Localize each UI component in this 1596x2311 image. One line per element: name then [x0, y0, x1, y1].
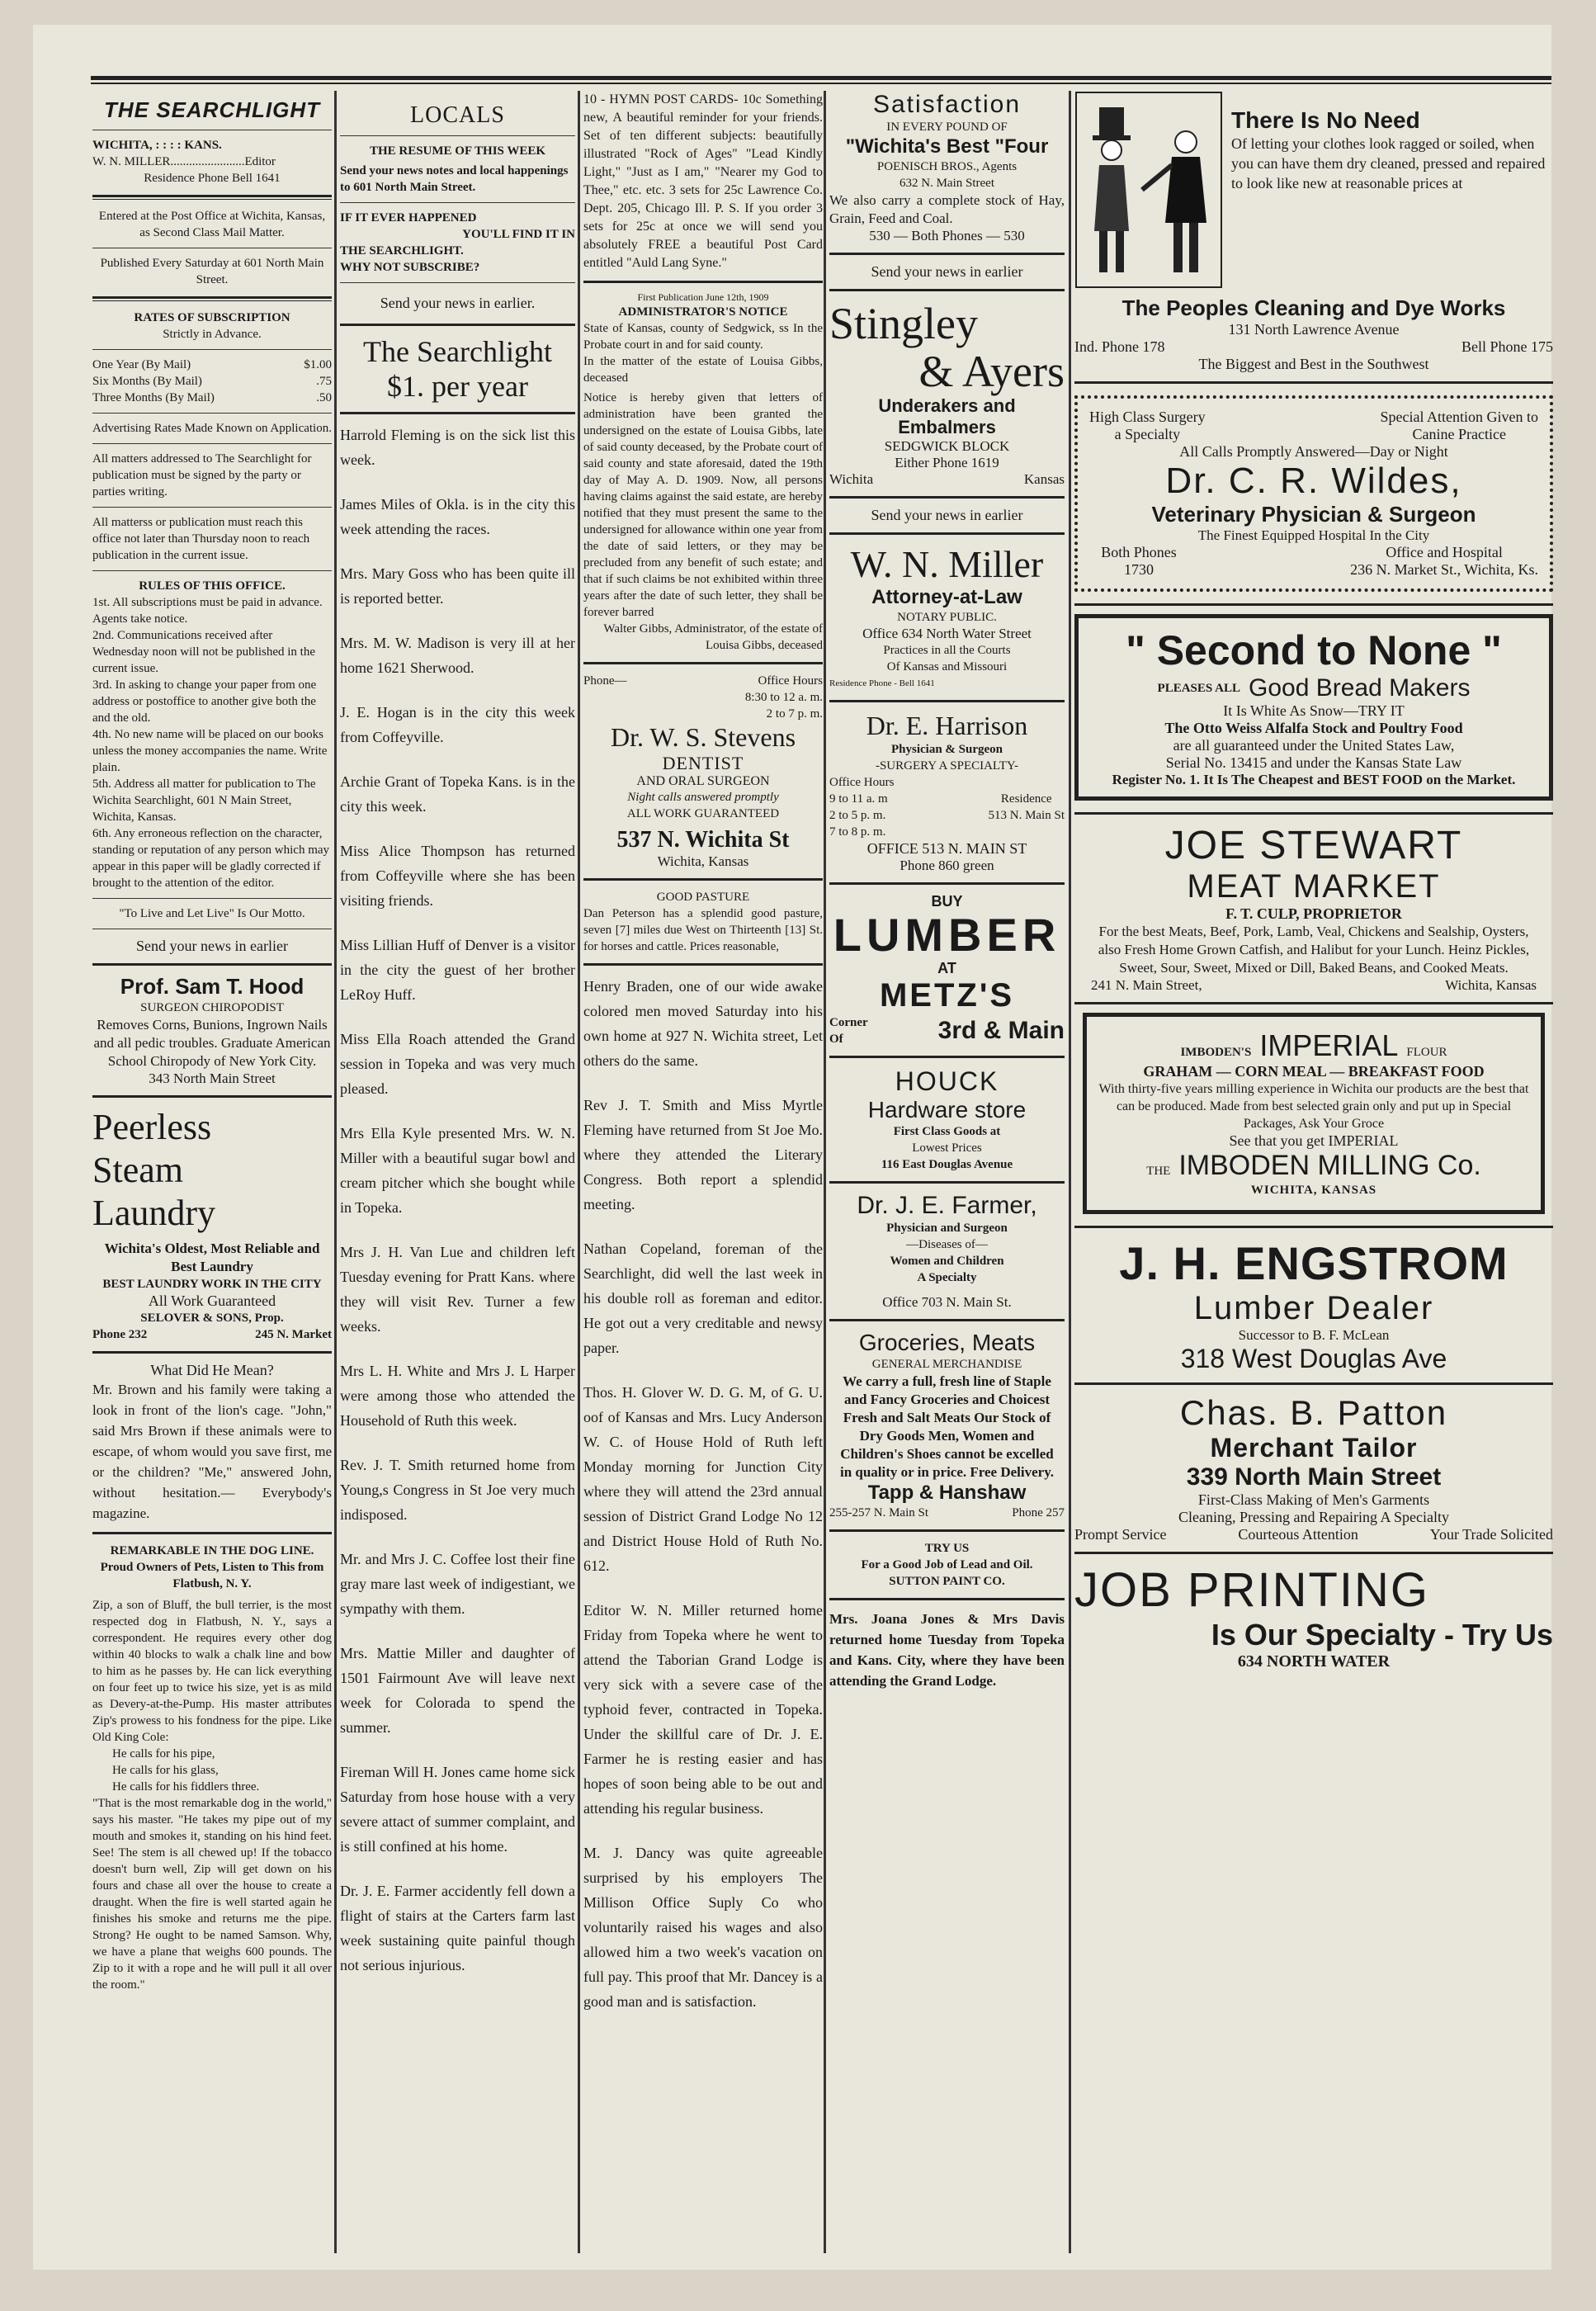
first-publication: First Publication June 12th, 1909 — [637, 291, 769, 303]
dog-verse-line: He calls for his pipe, — [112, 1747, 215, 1760]
masthead-residence: Residence Phone Bell 1641 — [144, 172, 281, 185]
std-register: Register No. 1. It Is The Cheapest and BEST FOOD on the Market. — [1112, 772, 1516, 787]
cleaning-text: Of letting your clothes look ragged or soiled, when you can have them dry cleaned, pressed and repaired to look like new at reasonable prices at — [1231, 135, 1546, 191]
farmer-women: Women and Children — [890, 1255, 1004, 1268]
imb-the: THE — [1146, 1165, 1171, 1178]
stingley-block: SEDGWICK BLOCK — [884, 438, 1010, 454]
top-rule — [91, 76, 1551, 80]
hood-name: Prof. Sam T. Hood — [120, 974, 305, 999]
joe-stewart-prop: F. T. CULP, PROPRIETOR — [1225, 905, 1402, 922]
farmer-specialty: A Specialty — [917, 1271, 977, 1284]
news-item: Rev J. T. Smith and Miss Myrtle Fleming have returned from St Joe Mo. where they attended the Literary Congress. Both report a splendid meeting. — [583, 1097, 823, 1212]
masthead-title: THE SEARCHLIGHT — [104, 97, 320, 122]
rule-item: 1st. All subscriptions must be paid in advance. Agents take notice. — [92, 596, 323, 626]
patton-address: 339 North Main Street — [1186, 1463, 1442, 1491]
stingley-city: Wichita Kansas — [829, 471, 1065, 487]
sutton-job: For a Good Job of Lead and Oil. — [861, 1558, 1033, 1571]
local-item: J. E. Hogan is in the city this week from Coffeyville. — [340, 704, 575, 745]
column-3 — [583, 91, 823, 2014]
column-divider-2 — [578, 91, 580, 2253]
pasture-title: GOOD PASTURE — [656, 891, 750, 904]
news-item: M. J. Dancy was quite agreeable surprised by his employers The Millison Office Suply Co who voluntarily raised his wages and also allowed him a two week's vacation on full pay. This proof that Mr. Dancey is a good man and is satisfaction. — [583, 1845, 823, 2010]
vet-calls: All Calls Promptly Answered—Day or Night — [1179, 443, 1448, 460]
stingley-undertakers: Underakers and Embalmers — [878, 395, 1016, 437]
resume-title: THE RESUME OF THIS WEEK — [369, 144, 546, 158]
imb-text: With thirty-five years milling experience in Wichita our products are the best that can be produced. Made from best selected grain only and put up in Special Packages, Ask Your Groce — [1098, 1082, 1529, 1131]
news-item: Editor W. N. Miller returned home Friday from Topeka where he went to attend the Taborian Grand Lodge is very sick with a severe case of the typhoid fever, contracted in Topeka. Under the skillful care of Dr. J. E. Farmer he is resting easier and has hopes of soon being able to be out and attending his regular business. — [583, 1602, 823, 1817]
dentist-city: Wichita, Kansas — [657, 853, 749, 869]
stingley-title-1: Stingley — [829, 299, 979, 348]
local-item: Mrs. Mattie Miller and daughter of 1501 Fairmount Ave will leave next week for Colorada to spend the summer. — [340, 1645, 575, 1736]
dentist-header: Phone— Office Hours 8:30 to 12 a. m. 2 to 7 p. m. — [583, 674, 823, 721]
local-item: Miss Lillian Huff of Denver is a visitor in the city the guest of her brother LeRoy Huff. — [340, 937, 575, 1003]
rates-sub: Strictly in Advance. — [163, 328, 262, 341]
farmer-name: Dr. J. E. Farmer, — [857, 1192, 1037, 1219]
joe-stewart-address: 241 N. Main Street, Wichita, Kansas — [1091, 977, 1537, 993]
laundry-guarantee: All Work Guaranteed — [148, 1293, 276, 1309]
masthead-city: WICHITA, : : : : KANS. — [92, 139, 222, 152]
farmer-diseases: —Diseases of— — [906, 1238, 988, 1251]
cleaning-biggest: The Biggest and Best in the Southwest — [1198, 356, 1429, 372]
hood-address: 343 North Main Street — [149, 1070, 276, 1086]
local-item: Archie Grant of Topeka Kans. is in the city this week. — [340, 773, 575, 815]
news-item: Thos. H. Glover W. D. G. M, of G. U. oof of Kansas and Mrs. Lucy Anderson W. C. of House Hold of Ruth left Monday morning for Junction City where they will attend the 23rd annual session of District Grand Lodge No 12 and District House Hold of Ruth No. 612. — [583, 1384, 823, 1574]
std-white: It Is White As Snow—TRY IT — [1223, 702, 1405, 719]
subscription-ad-title: The Searchlight — [363, 335, 552, 368]
miller-title: Attorney-at-Law — [871, 586, 1022, 608]
job-printing-address: 634 NORTH WATER — [1237, 1652, 1391, 1671]
local-item: Rev. J. T. Smith returned home from Young,s Congress in St Joe very much indisposed. — [340, 1457, 575, 1523]
uncle-sam-illustration — [1074, 91, 1223, 289]
dentist-title: DENTIST — [662, 753, 744, 773]
harrison-phone: Phone 860 green — [900, 858, 994, 873]
cleaning-phones: Ind. Phone 178 Bell Phone 175 — [1074, 338, 1553, 355]
rules-title: RULES OF THIS OFFICE. — [139, 579, 286, 593]
dentist-name: Dr. W. S. Stevens — [610, 722, 796, 752]
news-item: Nathan Copeland, foreman of the Searchlight, did well the last week in his double roll as foreman and editor. He got out a very creditable and newsy paper. — [583, 1241, 823, 1356]
matterss-note: All matterss or publication must reach this office not later than Thursday noon to reach publication in the current issue. — [92, 516, 310, 562]
patton-cleaning: Cleaning, Pressing and Repairing A Specialty — [1178, 1509, 1449, 1525]
admin-notice-signature: Walter Gibbs, Administrator, of the estate of Louisa Gibbs, deceased — [603, 622, 823, 652]
local-item: Dr. J. E. Farmer accidently fell down a flight of stairs at the Carters farm last week sustaining quite painful though not serious injurious. — [340, 1883, 575, 1973]
if-happened: IF IT EVER HAPPENED — [340, 211, 477, 224]
local-item: Mr. and Mrs J. C. Coffee lost their fine gray mare last week of indigestiant, we sympathy with them. — [340, 1551, 575, 1617]
pasture-text: Dan Peterson has a splendid good pasture, seven [7] miles due West on Thirteenth [13] St. for horses and cattle. Prices reasonable, — [583, 907, 823, 953]
the-searchlight-line: THE SEARCHLIGHT. — [340, 244, 464, 258]
patton-services: Prompt Service Courteous Attention Your Trade Solicited — [1074, 1526, 1553, 1543]
second-to-none-ad — [1074, 614, 1553, 801]
rule-item: 4th. No new name will be placed on our books unless the money accompanies the name. Write plain. — [92, 728, 328, 774]
local-item: James Miles of Okla. is in the city this week attending the races. — [340, 496, 575, 537]
admin-notice-2: In the matter of the estate of Louisa Gibbs, deceased — [583, 355, 823, 385]
local-item: Mrs. Mary Goss who has been quite ill is reported better. — [340, 565, 575, 607]
cleaning-ad — [1074, 91, 1553, 289]
local-item: Miss Alice Thompson has returned from Coffeyville where she has been visiting friends. — [340, 843, 575, 909]
send-news-note: Send your news in earlier. — [380, 295, 536, 311]
engstrom-dealer: Lumber Dealer — [1193, 1290, 1434, 1326]
imb-imperial: IMPERIAL — [1259, 1028, 1399, 1062]
tapp-contact: 255-257 N. Main St Phone 257 — [829, 1506, 1065, 1519]
column-1 — [92, 91, 332, 1993]
send-news-note: Send your news in earlier — [136, 938, 288, 954]
lumber-at: AT — [937, 960, 956, 976]
newspaper-page — [33, 25, 1551, 2270]
groceries-text: We carry a full, fresh line of Staple and Fancy Groceries and Choicest Fresh and Salt Meats Our Stock of Dry Goods Men, Women and Children's Shoes cannot be excelled in quality or in price. Free Delivery. — [839, 1373, 1055, 1480]
satisfaction-agents: POENISCH BROS., Agents — [876, 160, 1018, 173]
rule-item: 5th. Address all matter for publication to The Wichita Searchlight, 601 N Main Street, Wichita, Kansas. — [92, 777, 316, 824]
column-divider-3 — [824, 91, 826, 2253]
imb-flour: FLOUR — [1406, 1046, 1447, 1059]
admin-notice-3: Notice is hereby given that letters of administration have been granted the undersigned on the estate of Louisa Gibbs, late of said county deceased, by the Probate court of said county and state aforesaid, dated the 19th day of May A. D. 1909. Now, all persons having claims against the said estate, are hereby notified that they must present the same to the undersigned for allowance within one year from the date of said letters, or they may be precluded from any benefit of such estate; and that if such claims be not exhibited within three years after the date of such letter, they shall be forever barred — [583, 391, 823, 619]
cleaning-headline: There Is No Need — [1231, 107, 1420, 133]
joe-stewart-text: For the best Meats, Beef, Pork, Lamb, Veal, Chickens and Sealship, Oysters, also Fresh Home Grown Catfish, and Halibut for your Lunch. Heinz Pickles, Sweet, Sour, Sweet, Mixed or Dill, Baked Beans, and Cooked Meats. — [1098, 924, 1530, 976]
engstrom-address: 318 West Douglas Ave — [1180, 1344, 1447, 1373]
std-otto: The Otto Weiss Alfalfa Stock and Poultry Food — [1164, 720, 1463, 736]
imb-graham: GRAHAM — CORN MEAL — BREAKFAST FOOD — [1143, 1063, 1485, 1080]
laundry-title-2: Steam — [92, 1150, 183, 1190]
hymn-cards-ad: 10 - HYMN POST CARDS- 10c Something new, A beautiful reminder for your friends. Set of ten different subjects: beautifully illustrated "Rock of Ages" "Lead Kindly Light," "Just as I am," "Nearer my God to Thee," etc. etc. 3 sets for 25c Lawrence Co. Dept. 205, Chicago Ill. P. S. If you order 3 sets for 25c at once we will send you absolutely FREE a beautiful Post Card entitled "Auld Lang Syne." — [583, 92, 823, 270]
jones-davis-item: Mrs. Joana Jones & Mrs Davis returned home Tuesday from Topeka and Kans. City, where they have been attending the Grand Lodge. — [829, 1611, 1065, 1689]
mean-title: What Did He Mean? — [150, 1362, 274, 1378]
veterinary-ad: High Class Surgery a Specialty Special Attention Given to Canine Practice All Calls Promptly Answered—Day or Night Dr. C. R. Wildes, Veterinary Physician & Surgeon The Finest Equipped Hospital In the City Both Phones 1730 Office and Hospital 236 N. Market St., Wichita, Ks. — [1074, 395, 1553, 592]
laundry-contact: Phone 232 245 N. Market — [92, 1328, 332, 1341]
hood-text: Removes Corns, Bunions, Ingrown Nails and all pedic troubles. Graduate American School Chiropody of New York City. — [93, 1017, 331, 1069]
local-item: Mrs. M. W. Madison is very ill at her home 1621 Sherwood. — [340, 635, 575, 676]
satisfaction-brand: "Wichita's Best "Four — [845, 135, 1049, 158]
rate-row: One Year (By Mail) $1.00 — [92, 358, 332, 371]
rule-item: 3rd. In asking to change your paper from one address or postoffice to another give both the and the old. — [92, 678, 317, 725]
admin-notice-title: ADMINISTRATOR'S NOTICE — [618, 305, 788, 319]
satisfaction-text: We also carry a complete stock of Hay, Grain, Feed and Coal. — [829, 192, 1065, 226]
engstrom-name: J. H. ENGSTROM — [1119, 1237, 1509, 1289]
cleaning-address: 131 North Lawrence Avenue — [1228, 321, 1400, 338]
groceries-title: Groceries, Meats — [858, 1330, 1036, 1355]
patton-name: Chas. B. Patton — [1179, 1393, 1448, 1432]
column-2 — [340, 91, 575, 1978]
why-not-subscribe: WHY NOT SUBSCRIBE? — [340, 261, 480, 274]
harrison-title: Physician & Surgeon — [890, 743, 1003, 756]
satisfaction-address: 632 N. Main Street — [900, 177, 994, 190]
satisfaction-phones: 530 — Both Phones — 530 — [869, 228, 1025, 243]
engstrom-successor: Successor to B. F. McLean — [1238, 1327, 1390, 1343]
cleaning-name: The Peoples Cleaning and Dye Works — [1121, 295, 1506, 320]
std-good: Good Bread Makers — [1249, 674, 1471, 702]
sutton-name: SUTTON PAINT CO. — [889, 1575, 1005, 1588]
tapp-name: Tapp & Hanshaw — [867, 1482, 1027, 1504]
dentist-oral: AND ORAL SURGEON — [636, 774, 770, 788]
local-item: Mrs J. H. Van Lue and children left Tuesday evening for Pratt Kans. where they will visit Rev. Turner a few weeks. — [340, 1244, 575, 1335]
groceries-general: GENERAL MERCHANDISE — [871, 1358, 1022, 1371]
satisfaction-title: Satisfaction — [872, 91, 1022, 118]
dog-verse-line: He calls for his glass, — [112, 1764, 219, 1777]
motto: "To Live and Let Live" Is Our Motto. — [119, 907, 305, 920]
rule-item: 6th. Any erroneous reflection on the character, standing or reputation of any person which may appear in this paper will be gladly corrected if brought to the attention of the editor. — [92, 827, 330, 890]
masthead-entered: Entered at the Post Office at Wichita, Kansas, as Second Class Mail Matter. — [98, 210, 326, 239]
miller-notary: NOTARY PUBLIC. — [897, 611, 997, 624]
metz-name: METZ'S — [879, 977, 1015, 1014]
miller-states: Of Kansas and Missouri — [886, 660, 1008, 673]
rate-row: Six Months (By Mail) .75 — [92, 375, 332, 388]
imboden-ad — [1083, 1013, 1545, 1214]
metz-location: Corner Of 3rd & Main — [829, 1016, 1065, 1046]
vet-name: Dr. C. R. Wildes, — [1165, 461, 1462, 501]
joe-stewart-meat: MEAT MARKET — [1187, 868, 1441, 905]
laundry-best: BEST LAUNDRY WORK IN THE CITY — [102, 1278, 322, 1291]
local-item: Harrold Fleming is on the sick list this week. — [340, 427, 575, 468]
rule-item: 2nd. Communications received after Wednesday noon will not be published in the current issue. — [92, 629, 315, 675]
job-printing-title: JOB PRINTING — [1074, 1563, 1430, 1617]
send-news-note: Send your news in earlier — [871, 507, 1023, 523]
harrison-office: OFFICE 513 N. MAIN ST — [866, 840, 1027, 857]
miller-residence: Residence Phone - Bell 1641 — [829, 678, 935, 688]
houck-first-class: First Class Goods at — [893, 1125, 1001, 1138]
patton-title: Merchant Tailor — [1210, 1433, 1418, 1463]
dentist-guarantee: ALL WORK GUARANTEED — [626, 807, 780, 820]
imb-city: WICHITA, KANSAS — [1250, 1184, 1377, 1197]
masthead-editor: W. N. MILLER........................Editor — [92, 155, 276, 168]
local-item: Mrs L. H. White and Mrs J. L Harper were among those who attended the Household of Ruth this week. — [340, 1363, 575, 1429]
dog-title: REMARKABLE IN THE DOG LINE. — [110, 1544, 314, 1557]
hood-title: SURGEON CHIROPODIST — [140, 1001, 284, 1014]
miller-name: W. N. Miller — [850, 543, 1044, 585]
dog-subtitle: Proud Owners of Pets, Listen to This from Flatbush, N. Y. — [100, 1561, 324, 1590]
top-rule-thin — [91, 83, 1551, 84]
patton-first: First-Class Making of Men's Garments — [1197, 1491, 1430, 1508]
local-item: Miss Ella Roach attended the Grand session in Topeka and was very much pleased. — [340, 1031, 575, 1097]
vet-title: Veterinary Physician & Surgeon — [1151, 502, 1476, 527]
farmer-office: Office 703 N. Main St. — [882, 1294, 1012, 1310]
rate-row: Three Months (By Mail) .50 — [92, 391, 332, 404]
sutton-try-us: TRY US — [924, 1542, 970, 1555]
miller-office: Office 634 North Water Street — [862, 626, 1032, 641]
lumber-title: LUMBER — [833, 909, 1061, 961]
imb-pre: IMBODEN'S — [1180, 1046, 1252, 1059]
send-notes: Send your news notes and local happenings to 601 North Main Street. — [340, 164, 569, 194]
houck-hardware: Hardware store — [867, 1097, 1027, 1122]
std-pleases: PLEASES ALL — [1157, 681, 1240, 695]
harrison-specialty: -SURGERY A SPECIALTY- — [875, 759, 1019, 773]
youll-find: YOU'LL FIND IT IN — [462, 228, 575, 241]
std-title: " Second to None " — [1126, 627, 1502, 673]
harrison-name: Dr. E. Harrison — [866, 711, 1028, 740]
farmer-title: Physician and Surgeon — [886, 1222, 1008, 1235]
stingley-title-2: & Ayers — [918, 347, 1065, 396]
job-printing-specialty: Is Our Specialty - Try Us — [1211, 1618, 1553, 1652]
lumber-buy: BUY — [931, 893, 963, 910]
dentist-address: 537 N. Wichita St — [616, 827, 790, 853]
houck-lowest: Lowest Prices — [912, 1141, 982, 1155]
dog-verse-line: He calls for his fiddlers three. — [112, 1780, 260, 1794]
advertising-note: Advertising Rates Made Known on Application. — [92, 422, 332, 435]
local-item: Mrs Ella Kyle presented Mrs. W. N. Miller with a beautiful sugar bowl and cream pitcher which she bought while in Topeka. — [340, 1125, 575, 1216]
column-divider-1 — [334, 91, 337, 2253]
dentist-night: Night calls answered promptly — [627, 791, 779, 804]
column-4 — [829, 91, 1065, 1691]
stingley-phone: Either Phone 1619 — [895, 455, 999, 470]
laundry-tagline: Wichita's Oldest, Most Reliable and Best Laundry — [104, 1241, 320, 1274]
send-news-note: Send your news in earlier — [871, 263, 1023, 280]
laundry-title-1: Peerless — [92, 1107, 212, 1147]
imb-co: IMBODEN MILLING Co. — [1178, 1150, 1481, 1181]
harrison-hours: Office Hours 9 to 11 a. m 2 to 5 p. m. 7 to 8 p. m. Residence 513 N. Main St — [829, 776, 1065, 839]
satisfaction-every: IN EVERY POUND OF — [886, 121, 1008, 134]
houck-name: HOUCK — [895, 1066, 999, 1096]
admin-notice-1: State of Kansas, county of Sedgwick, ss In the Probate court in and for said county. — [583, 322, 823, 352]
matters-note: All matters addressed to The Searchlight for publication must be signed by the party or parties writing. — [92, 452, 312, 499]
std-serial: Serial No. 13415 and under the Kansas State Law — [1165, 754, 1462, 771]
miller-practices: Practices in all the Courts — [883, 644, 1011, 657]
std-guaranteed: are all guaranteed under the United States Law, — [1173, 737, 1455, 754]
rates-title: RATES OF SUBSCRIPTION — [134, 311, 290, 324]
locals-title: LOCALS — [410, 102, 505, 128]
news-item: Henry Braden, one of our wide awake colored men moved Saturday into his own home at 927 N. Wichita street, Let others do the same. — [583, 978, 823, 1069]
dog-text-2: "That is the most remarkable dog in the world," says his master. "He takes my pipe out of my mouth and smokes it, standing on his hind feet. See! The stem is all chewed up! If the tobacco doesn't burn well, Zip will get down on his fours and chase all over the house to create a draught. When the fire is well started again he finishes his smoke and returns me the pipe. Strong? He ought to be named Samson. Why, we have a plane that weighs 600 pounds. The Zip to it with a rope and he will pull it all over the room." — [92, 1797, 332, 1992]
subscription-ad-price: $1. per year — [387, 370, 528, 403]
vet-finest: The Finest Equipped Hospital In the City — [1197, 527, 1430, 543]
joe-stewart-name: JOE STEWART — [1164, 824, 1463, 867]
laundry-prop: SELOVER & SONS, Prop. — [140, 1311, 284, 1325]
mean-text: Mr. Brown and his family were taking a look in front of the lion's cage. "John," said Mrs Brown if these animals were to escape, of whom would you save first, me or the children? "Me," answered John, without hesitation.— Everybody's magazine. — [92, 1382, 332, 1521]
column-5 — [1074, 91, 1553, 1671]
local-item: Fireman Will H. Jones came home sick Saturday from hose house with a very severe attact of summer complaint, and is still confined at his home. — [340, 1764, 575, 1855]
laundry-title-3: Laundry — [92, 1193, 216, 1233]
column-divider-4 — [1069, 91, 1071, 2253]
masthead-published: Published Every Saturday at 601 North Main Street. — [100, 257, 324, 286]
houck-address: 116 East Douglas Avenue — [881, 1158, 1013, 1171]
dog-text: Zip, a son of Bluff, the bull terrier, is the most respected dog in Flatbush, N. Y., says a correspondent. He requires every other dog within 40 blocks to walk a chalk line and bow to him as he passes by. He can lick everything on four feet up to twice his size, yet is as mild as Devery-at-the-Pump. His master attributes Zip's prowess to his fondness for the pipe. Like Old King Cole: — [92, 1599, 332, 1744]
imb-see: See that you get IMPERIAL — [1229, 1132, 1399, 1149]
